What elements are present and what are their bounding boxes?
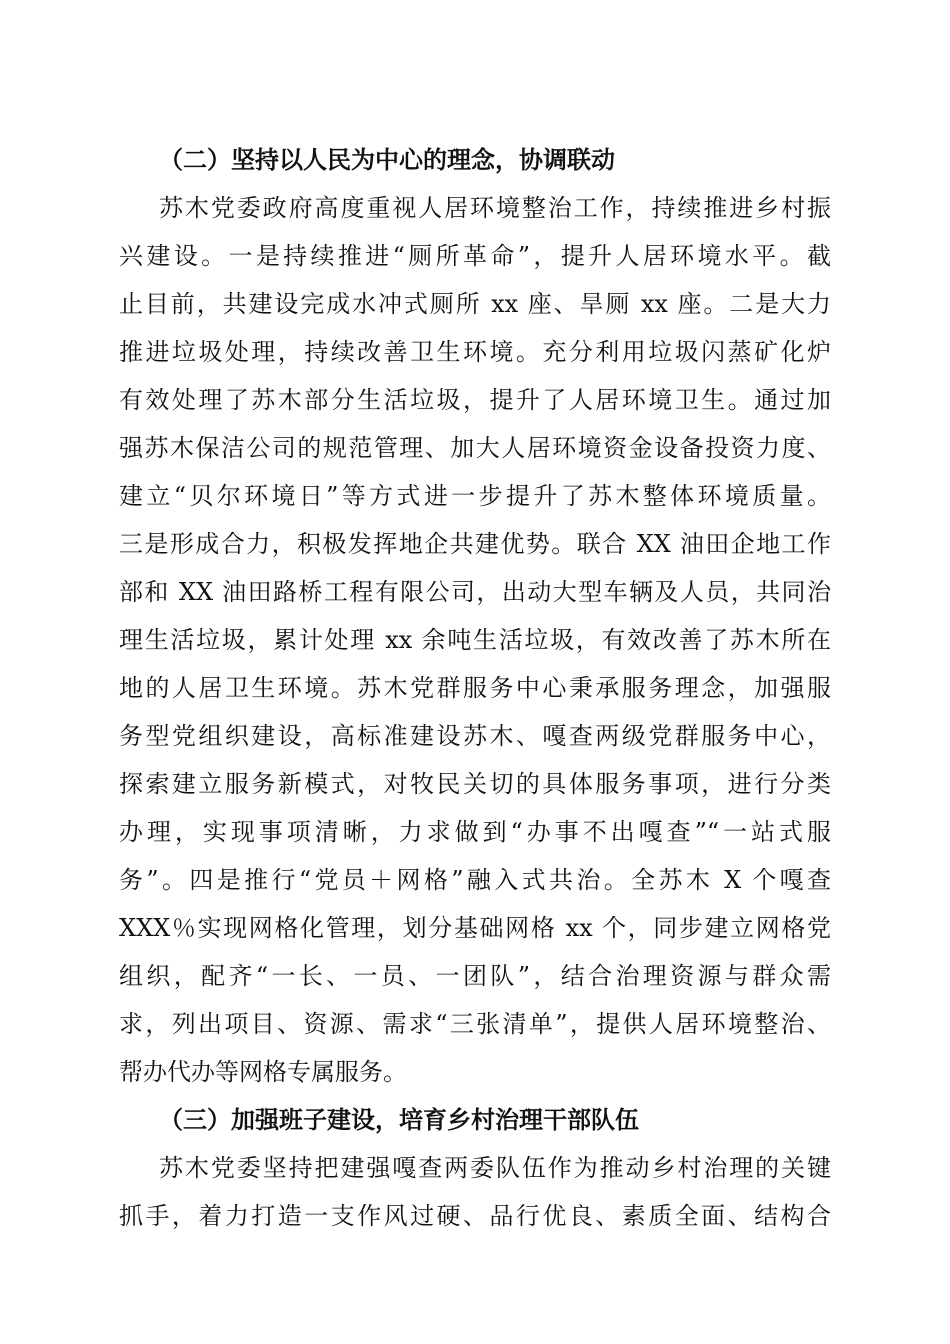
paragraph-line: 苏木党委政府高度重视人居环境整治工作，持续推进乡村振 bbox=[159, 194, 831, 222]
paragraph-line: 抓手，着力打造一支作风过硬、品行优良、素质全面、结构合 bbox=[119, 1202, 831, 1230]
section-heading-2: （二）坚持以人民为中心的理念，协调联动 bbox=[159, 145, 615, 174]
paragraph-line: 地的人居卫生环境。苏木党群服务中心秉承服务理念，加强服 bbox=[119, 674, 831, 702]
paragraph-line: 苏木党委坚持把建强嘎查两委队伍作为推动乡村治理的关键 bbox=[159, 1154, 831, 1182]
paragraph-line: 三是形成合力，积极发挥地企共建优势。联合 XX 油田企地工作 bbox=[119, 530, 831, 558]
paragraph-line: 兴建设。一是持续推进“厕所革命”，提升人居环境水平。截 bbox=[119, 242, 831, 270]
paragraph-line: 有效处理了苏木部分生活垃圾，提升了人居环境卫生。通过加 bbox=[119, 386, 831, 414]
paragraph-line: 推进垃圾处理，持续改善卫生环境。充分利用垃圾闪蒸矿化炉 bbox=[119, 338, 831, 366]
paragraph-line: 组织，配齐“一长、一员、一团队”，结合治理资源与群众需 bbox=[119, 962, 831, 990]
paragraph-line: 建立“贝尔环境日”等方式进一步提升了苏木整体环境质量。 bbox=[119, 482, 831, 510]
paragraph-line: 务型党组织建设，高标准建设苏木、嘎查两级党群服务中心， bbox=[119, 722, 831, 750]
paragraph-line: 探索建立服务新模式，对牧民关切的具体服务事项，进行分类 bbox=[119, 770, 831, 798]
paragraph-line: 求，列出项目、资源、需求“三张清单”，提供人居环境整治、 bbox=[119, 1010, 831, 1038]
paragraph-line: 帮办代办等网格专属服务。 bbox=[119, 1058, 407, 1086]
document-body bbox=[119, 136, 831, 1240]
section-heading-3: （三）加强班子建设，培育乡村治理干部队伍 bbox=[159, 1105, 639, 1134]
paragraph-line: 理生活垃圾，累计处理 xx 余吨生活垃圾，有效改善了苏木所在 bbox=[119, 626, 831, 654]
paragraph-line: 强苏木保洁公司的规范管理、加大人居环境资金设备投资力度、 bbox=[119, 434, 831, 462]
paragraph-line: XXX％实现网格化管理，划分基础网格 xx 个，同步建立网格党 bbox=[119, 914, 831, 942]
paragraph-line: 务”。四是推行“党员＋网格”融入式共治。全苏木 X 个嘎查 bbox=[119, 866, 831, 894]
paragraph-line: 办理，实现事项清晰，力求做到“办事不出嘎查”“一站式服 bbox=[119, 818, 831, 846]
paragraph-line: 部和 XX 油田路桥工程有限公司，出动大型车辆及人员，共同治 bbox=[119, 578, 831, 606]
paragraph-line: 止目前，共建设完成水冲式厕所 xx 座、旱厕 xx 座。二是大力 bbox=[119, 290, 831, 318]
